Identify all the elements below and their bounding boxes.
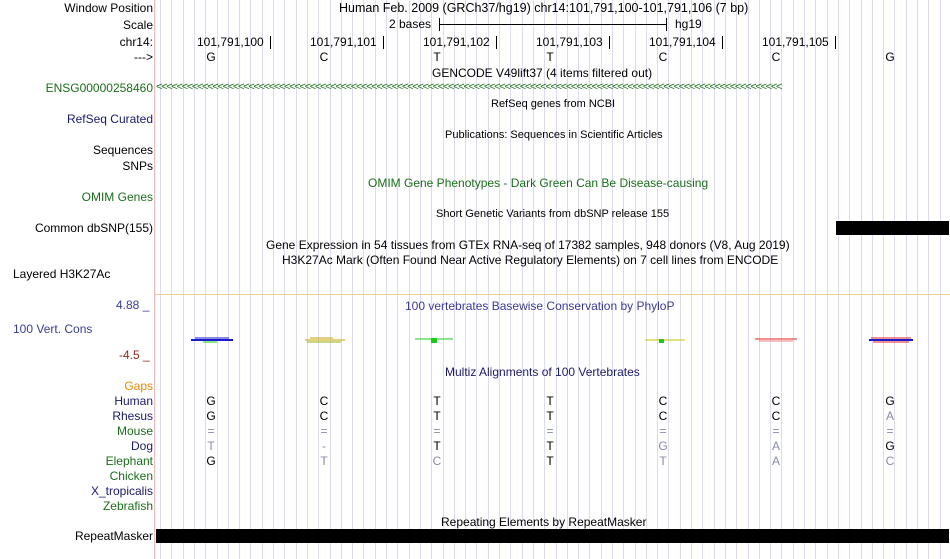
alignment-base: T [207,439,215,453]
snps-label[interactable]: SNPs [122,159,153,173]
publications-track-title: Publications: Sequences in Scientific Articles [445,129,663,141]
coordinate-tick [270,36,271,49]
species-label-elephant[interactable]: Elephant [105,454,153,468]
scale-bar [439,18,667,31]
alignment-base: C [771,409,781,423]
strand-label: ---> [134,50,153,64]
alignment-base: A [771,439,780,453]
species-label-human[interactable]: Human [114,394,153,408]
species-label-chicken[interactable]: Chicken [109,469,153,483]
alignment-base: = [320,424,328,438]
species-label-dog[interactable]: Dog [130,439,153,453]
alignment-base: C [771,394,781,408]
alignment-base: = [772,424,780,438]
repeatmasker-block[interactable] [156,529,949,543]
coordinate-label: 101,791,104 [649,35,716,49]
chrom-label: chr14: [119,35,153,49]
alignment-base: G [885,394,895,408]
species-label-gaps[interactable]: Gaps [124,379,153,393]
species-label-x-tropicalis[interactable]: X_tropicalis [90,484,153,498]
phylop-min-value: -4.5 _ [119,348,150,362]
coordinate-tick [383,36,384,49]
alignment-base: T [546,409,554,423]
alignment-base: C [885,454,895,468]
gtex-track-title: Gene Expression in 54 tissues from GTEx RNA-seq of 17382 samples, 948 donors (V8, Aug 2019) [266,238,790,252]
base-letter: C [319,50,329,64]
alignment-base: - [322,439,326,453]
coordinate-tick [835,36,836,49]
coordinate-tick [609,36,610,49]
coordinate-label: 101,791,103 [536,35,603,49]
coordinate-tick [496,36,497,49]
alignment-base: G [206,409,216,423]
gencode-gene-label[interactable]: ENSG00000258460 [45,81,153,95]
alignment-base: T [433,439,441,453]
alignment-base: C [319,394,329,408]
phylop-mark-5 [755,339,797,341]
label-separator [154,0,155,559]
alignment-base: C [658,409,668,423]
track-divider [155,294,950,295]
alignment-base: T [320,454,328,468]
alignment-base: G [658,439,668,453]
species-label-mouse[interactable]: Mouse [116,424,153,438]
dbsnp-variant-block[interactable] [836,221,949,235]
phylop-mark-6 [869,338,913,342]
alignment-base: = [433,424,441,438]
gencode-track-title: GENCODE V49lift37 (4 items filtered out) [432,66,653,80]
dbsnp-label[interactable]: Common dbSNP(155) [34,221,153,235]
alignment-base: = [659,424,667,438]
sequences-label[interactable]: Sequences [92,143,153,157]
repeatmasker-label[interactable]: RepeatMasker [74,529,153,543]
phylop-mark-1 [191,338,233,342]
species-label-zebrafish[interactable]: Zebrafish [102,499,153,513]
coordinate-tick [722,36,723,49]
omim-track-title: OMIM Gene Phenotypes - Dark Green Can Be Disease-causing [368,176,709,190]
base-letter: C [771,50,781,64]
alignment-base: = [886,424,894,438]
alignment-base: = [546,424,554,438]
alignment-base: T [433,394,441,408]
phylop-mark-2 [305,338,345,342]
alignment-base: T [433,409,441,423]
base-letter: G [885,50,895,64]
alignment-base: G [206,394,216,408]
alignment-base: G [885,439,895,453]
window-position-label: Window Position [64,1,153,15]
alignment-base: = [207,424,215,438]
scale-label: Scale [122,18,153,32]
base-letter: C [658,50,668,64]
alignment-base: T [546,394,554,408]
coordinate-label: 101,791,100 [197,35,264,49]
alignment-base: G [206,454,216,468]
alignment-base: A [771,454,780,468]
phylop-mark-3 [415,338,453,343]
h3k27ac-track-title: H3K27Ac Mark (Often Found Near Active Regulatory Elements) on 7 cell lines from ENCODE [282,253,779,267]
coordinate-label: 101,791,101 [310,35,377,49]
gencode-gene-arrows[interactable]: <<<<<<<<<<<<<<<<<<<<<<<<<<<<<<<<<<<<<<<<<<<<<<<<<<<<<<<<<<<<<<<<<<<<<<<<<<<<<<<<<<<<<<<<<<<<<<<<<<<<<<<<<<<<<<<<<<<<<<<<<< [156,81,782,93]
refseq-label[interactable]: RefSeq Curated [66,112,153,126]
alignment-base: C [658,394,668,408]
phylop-wiggle [155,330,950,350]
scale-text: 2 bases [389,17,432,31]
alignment-base: C [319,409,329,423]
phylop-label[interactable]: 100 Vert. Cons [13,322,93,336]
refseq-track-title: RefSeq genes from NCBI [491,98,616,110]
phylop-max-value: 4.88 _ [116,298,150,312]
scale-assembly: hg19 [675,17,702,31]
dbsnp-track-title: Short Genetic Variants from dbSNP release 155 [436,208,670,220]
alignment-base: A [885,409,894,423]
window-position-value: Human Feb. 2009 (GRCh37/hg19) chr14:101,791,100-101,791,106 (7 bp) [339,1,749,15]
repeatmasker-track-title: Repeating Elements by RepeatMasker [441,515,647,529]
species-label-rhesus[interactable]: Rhesus [112,409,153,423]
alignment-base: T [546,439,554,453]
base-letter: T [546,50,554,64]
coordinate-label: 101,791,102 [423,35,490,49]
alignment-base: C [432,454,442,468]
alignment-base: T [546,454,554,468]
omim-label[interactable]: OMIM Genes [81,190,153,204]
phylop-track-title: 100 vertebrates Basewise Conservation by PhyloP [405,299,675,313]
multiz-track-title: Multiz Alignments of 100 Vertebrates [445,365,640,379]
alignment-base: T [659,454,667,468]
coordinate-label: 101,791,105 [762,35,829,49]
phylop-mark-4 [645,339,685,343]
base-letter: G [206,50,216,64]
base-letter: T [433,50,441,64]
h3k27ac-label[interactable]: Layered H3K27Ac [13,267,111,281]
